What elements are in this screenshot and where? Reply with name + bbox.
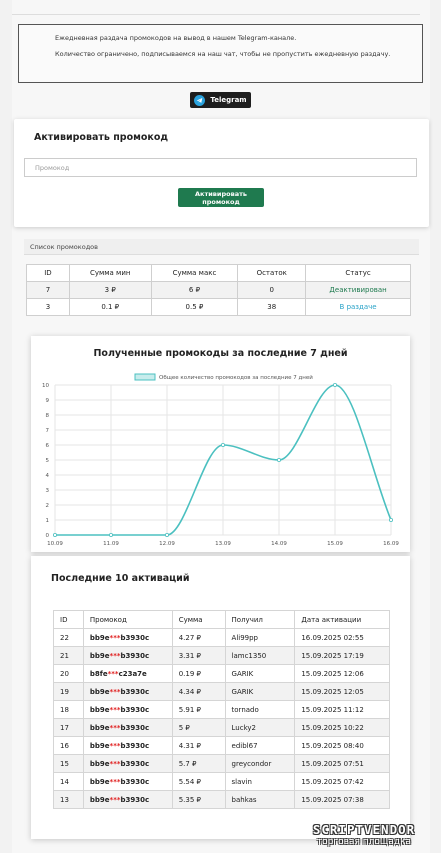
y-tick-label: 5 — [45, 458, 49, 464]
promo-code-mask: *** — [109, 723, 121, 732]
activation-user: tornado — [225, 701, 295, 719]
header-min: Сумма мин — [69, 265, 151, 282]
data-point — [165, 533, 168, 536]
promo-id: 3 — [27, 299, 70, 316]
activation-user: Ali99pp — [225, 629, 295, 647]
promo-chart — [31, 336, 410, 552]
promo-code-suffix: b3930c — [120, 723, 150, 732]
header-user: Получил — [225, 611, 295, 629]
table-row — [54, 791, 390, 809]
activate-promo-card — [14, 119, 429, 227]
promo-code — [83, 683, 172, 701]
telegram-button-label: Telegram — [210, 96, 247, 104]
promo-code-suffix: b3930c — [120, 741, 150, 750]
activation-id: 18 — [54, 701, 84, 719]
y-tick-label: 10 — [42, 383, 49, 389]
promo-rest: 0 — [238, 282, 306, 299]
activation-sum: 4.27 ₽ — [172, 629, 225, 647]
activation-date: 15.09.2025 17:19 — [295, 647, 390, 665]
y-tick-label: 1 — [45, 518, 49, 524]
activation-user: greycondor — [225, 755, 295, 773]
promo-code — [83, 719, 172, 737]
promo-code-prefix: bb9e — [89, 723, 110, 732]
promo-code-prefix: bb9e — [89, 633, 110, 642]
y-tick-label: 4 — [45, 473, 49, 479]
activation-user: Lucky2 — [225, 719, 295, 737]
status-badge: В раздаче — [306, 299, 411, 316]
table-row — [54, 755, 390, 773]
promo-list-table — [26, 264, 411, 316]
notice-line-2: Количество ограничено, подписываемся на наш чат, чтобы не пропустить ежедневную раздачу. — [55, 50, 391, 58]
activation-sum: 5.7 ₽ — [172, 755, 225, 773]
watermark-logo — [291, 823, 437, 851]
x-tick-label: 13.09 — [215, 541, 231, 547]
header-status: Статус — [306, 265, 411, 282]
promo-min: 0.1 ₽ — [69, 299, 151, 316]
promo-code-suffix: c23a7e — [118, 669, 147, 678]
promo-code-mask: *** — [109, 777, 121, 786]
table-row — [27, 282, 411, 299]
data-point — [389, 518, 392, 521]
activation-id: 16 — [54, 737, 84, 755]
activations-table — [53, 610, 390, 809]
promo-code-mask: *** — [107, 669, 119, 678]
promo-code-mask: *** — [109, 633, 121, 642]
activation-sum: 5.91 ₽ — [172, 701, 225, 719]
promo-code-mask: *** — [109, 759, 121, 768]
activate-title: Активировать промокод — [34, 132, 169, 143]
promo-code-prefix: bb9e — [89, 795, 110, 804]
promo-code-suffix: b3930c — [120, 795, 150, 804]
activation-user: slavin — [225, 773, 295, 791]
activation-date: 15.09.2025 08:40 — [295, 737, 390, 755]
x-tick-label: 12.09 — [159, 541, 175, 547]
activation-id: 15 — [54, 755, 84, 773]
activation-sum: 5.35 ₽ — [172, 791, 225, 809]
chart-card — [31, 336, 410, 552]
data-point — [109, 533, 112, 536]
data-point — [53, 533, 56, 536]
activation-sum: 5 ₽ — [172, 719, 225, 737]
header-id: ID — [27, 265, 70, 282]
promo-code — [83, 701, 172, 719]
activate-promo-button[interactable]: Активировать промокод — [178, 188, 264, 207]
header-date: Дата активации — [295, 611, 390, 629]
promo-code-suffix: b3930c — [120, 651, 150, 660]
activation-id: 20 — [54, 665, 84, 683]
x-tick-label: 10.09 — [47, 541, 63, 547]
promo-max: 0.5 ₽ — [151, 299, 238, 316]
promo-code-suffix: b3930c — [120, 777, 150, 786]
legend-swatch — [135, 374, 155, 380]
promo-code-prefix: bb9e — [89, 705, 110, 714]
promo-code-prefix: bb9e — [89, 651, 110, 660]
promo-code — [83, 755, 172, 773]
activation-sum: 4.34 ₽ — [172, 683, 225, 701]
header-max: Сумма макс — [151, 265, 238, 282]
chart-title: Полученные промокоды за последние 7 дней — [93, 348, 348, 359]
watermark-tagline: торговая площадка — [316, 837, 412, 847]
promo-list-title: Список промокодов — [24, 239, 419, 255]
activation-sum: 3.31 ₽ — [172, 647, 225, 665]
table-row — [54, 665, 390, 683]
y-tick-label: 9 — [45, 398, 49, 404]
promo-code — [83, 647, 172, 665]
watermark-brand: SCRIPTVENDOR — [312, 822, 416, 837]
activation-date: 15.09.2025 12:05 — [295, 683, 390, 701]
x-tick-label: 15.09 — [327, 541, 343, 547]
activation-user: GARIK — [225, 665, 295, 683]
promo-code-prefix: bb9e — [89, 687, 110, 696]
promo-code-prefix: bb9e — [89, 741, 110, 750]
promo-code-prefix: bb9e — [89, 759, 110, 768]
activation-id: 17 — [54, 719, 84, 737]
promo-code-mask: *** — [109, 687, 121, 696]
promo-code-suffix: b3930c — [120, 759, 150, 768]
y-tick-label: 8 — [45, 413, 49, 419]
activation-user: bahkas — [225, 791, 295, 809]
activations-title: Последние 10 активаций — [51, 573, 190, 584]
table-row — [54, 773, 390, 791]
activation-date: 15.09.2025 12:06 — [295, 665, 390, 683]
x-tick-label: 16.09 — [383, 541, 399, 547]
activation-sum: 0.19 ₽ — [172, 665, 225, 683]
table-row — [54, 719, 390, 737]
activation-date: 15.09.2025 07:51 — [295, 755, 390, 773]
y-tick-label: 6 — [45, 443, 49, 449]
table-row — [54, 683, 390, 701]
activation-user: edibl67 — [225, 737, 295, 755]
data-point — [277, 458, 280, 461]
activation-date: 15.09.2025 07:38 — [295, 791, 390, 809]
promo-code-mask: *** — [109, 741, 121, 750]
table-row — [54, 629, 390, 647]
x-tick-label: 14.09 — [271, 541, 287, 547]
promo-rest: 38 — [238, 299, 306, 316]
promo-code — [83, 737, 172, 755]
promo-code-suffix: b3930c — [120, 633, 150, 642]
telegram-notice — [18, 24, 423, 83]
status-badge: Деактивирован — [306, 282, 411, 299]
promo-code — [83, 629, 172, 647]
activation-user: GARIK — [225, 683, 295, 701]
y-tick-label: 0 — [45, 533, 49, 539]
promo-code — [83, 791, 172, 809]
promo-code — [83, 773, 172, 791]
activations-card — [31, 556, 410, 839]
top-divider — [12, 14, 420, 15]
promo-code-mask: *** — [109, 705, 121, 714]
activation-date: 15.09.2025 10:22 — [295, 719, 390, 737]
notice-line-1: Ежедневная раздача промокодов на вывод в нашем Telegram-канале. — [55, 34, 297, 42]
table-row — [27, 299, 411, 316]
promo-code-suffix: b3930c — [120, 687, 150, 696]
promo-table-header — [27, 265, 411, 282]
activation-id: 19 — [54, 683, 84, 701]
header-code: Промокод — [83, 611, 172, 629]
y-tick-label: 3 — [45, 488, 49, 494]
promo-code — [83, 665, 172, 683]
activation-date: 15.09.2025 11:12 — [295, 701, 390, 719]
activation-date: 16.09.2025 02:55 — [295, 629, 390, 647]
promo-code-mask: *** — [109, 651, 121, 660]
telegram-button[interactable] — [190, 92, 251, 108]
x-tick-label: 11.09 — [103, 541, 119, 547]
promo-code-prefix: b8fe — [89, 669, 108, 678]
telegram-icon — [194, 95, 205, 106]
activation-sum: 4.31 ₽ — [172, 737, 225, 755]
activation-sum: 5.54 ₽ — [172, 773, 225, 791]
header-id: ID — [54, 611, 84, 629]
promo-code-mask: *** — [109, 795, 121, 804]
table-row — [54, 647, 390, 665]
activations-header — [54, 611, 390, 629]
activation-id: 21 — [54, 647, 84, 665]
promo-min: 3 ₽ — [69, 282, 151, 299]
legend-label: Общее количество промокодов за последние 7 дней — [159, 375, 313, 381]
promo-code-suffix: b3930c — [120, 705, 150, 714]
header-rest: Остаток — [238, 265, 306, 282]
promo-id: 7 — [27, 282, 70, 299]
table-row — [54, 737, 390, 755]
activation-id: 14 — [54, 773, 84, 791]
data-point — [333, 383, 336, 386]
y-tick-label: 7 — [45, 428, 49, 434]
header-sum: Сумма — [172, 611, 225, 629]
data-point — [221, 443, 224, 446]
activation-id: 13 — [54, 791, 84, 809]
y-tick-label: 2 — [45, 503, 49, 509]
promo-code-prefix: bb9e — [89, 777, 110, 786]
promo-max: 6 ₽ — [151, 282, 238, 299]
activation-user: lamc1350 — [225, 647, 295, 665]
activation-id: 22 — [54, 629, 84, 647]
promo-code-input[interactable] — [24, 158, 417, 177]
activation-date: 15.09.2025 07:42 — [295, 773, 390, 791]
table-row — [54, 701, 390, 719]
